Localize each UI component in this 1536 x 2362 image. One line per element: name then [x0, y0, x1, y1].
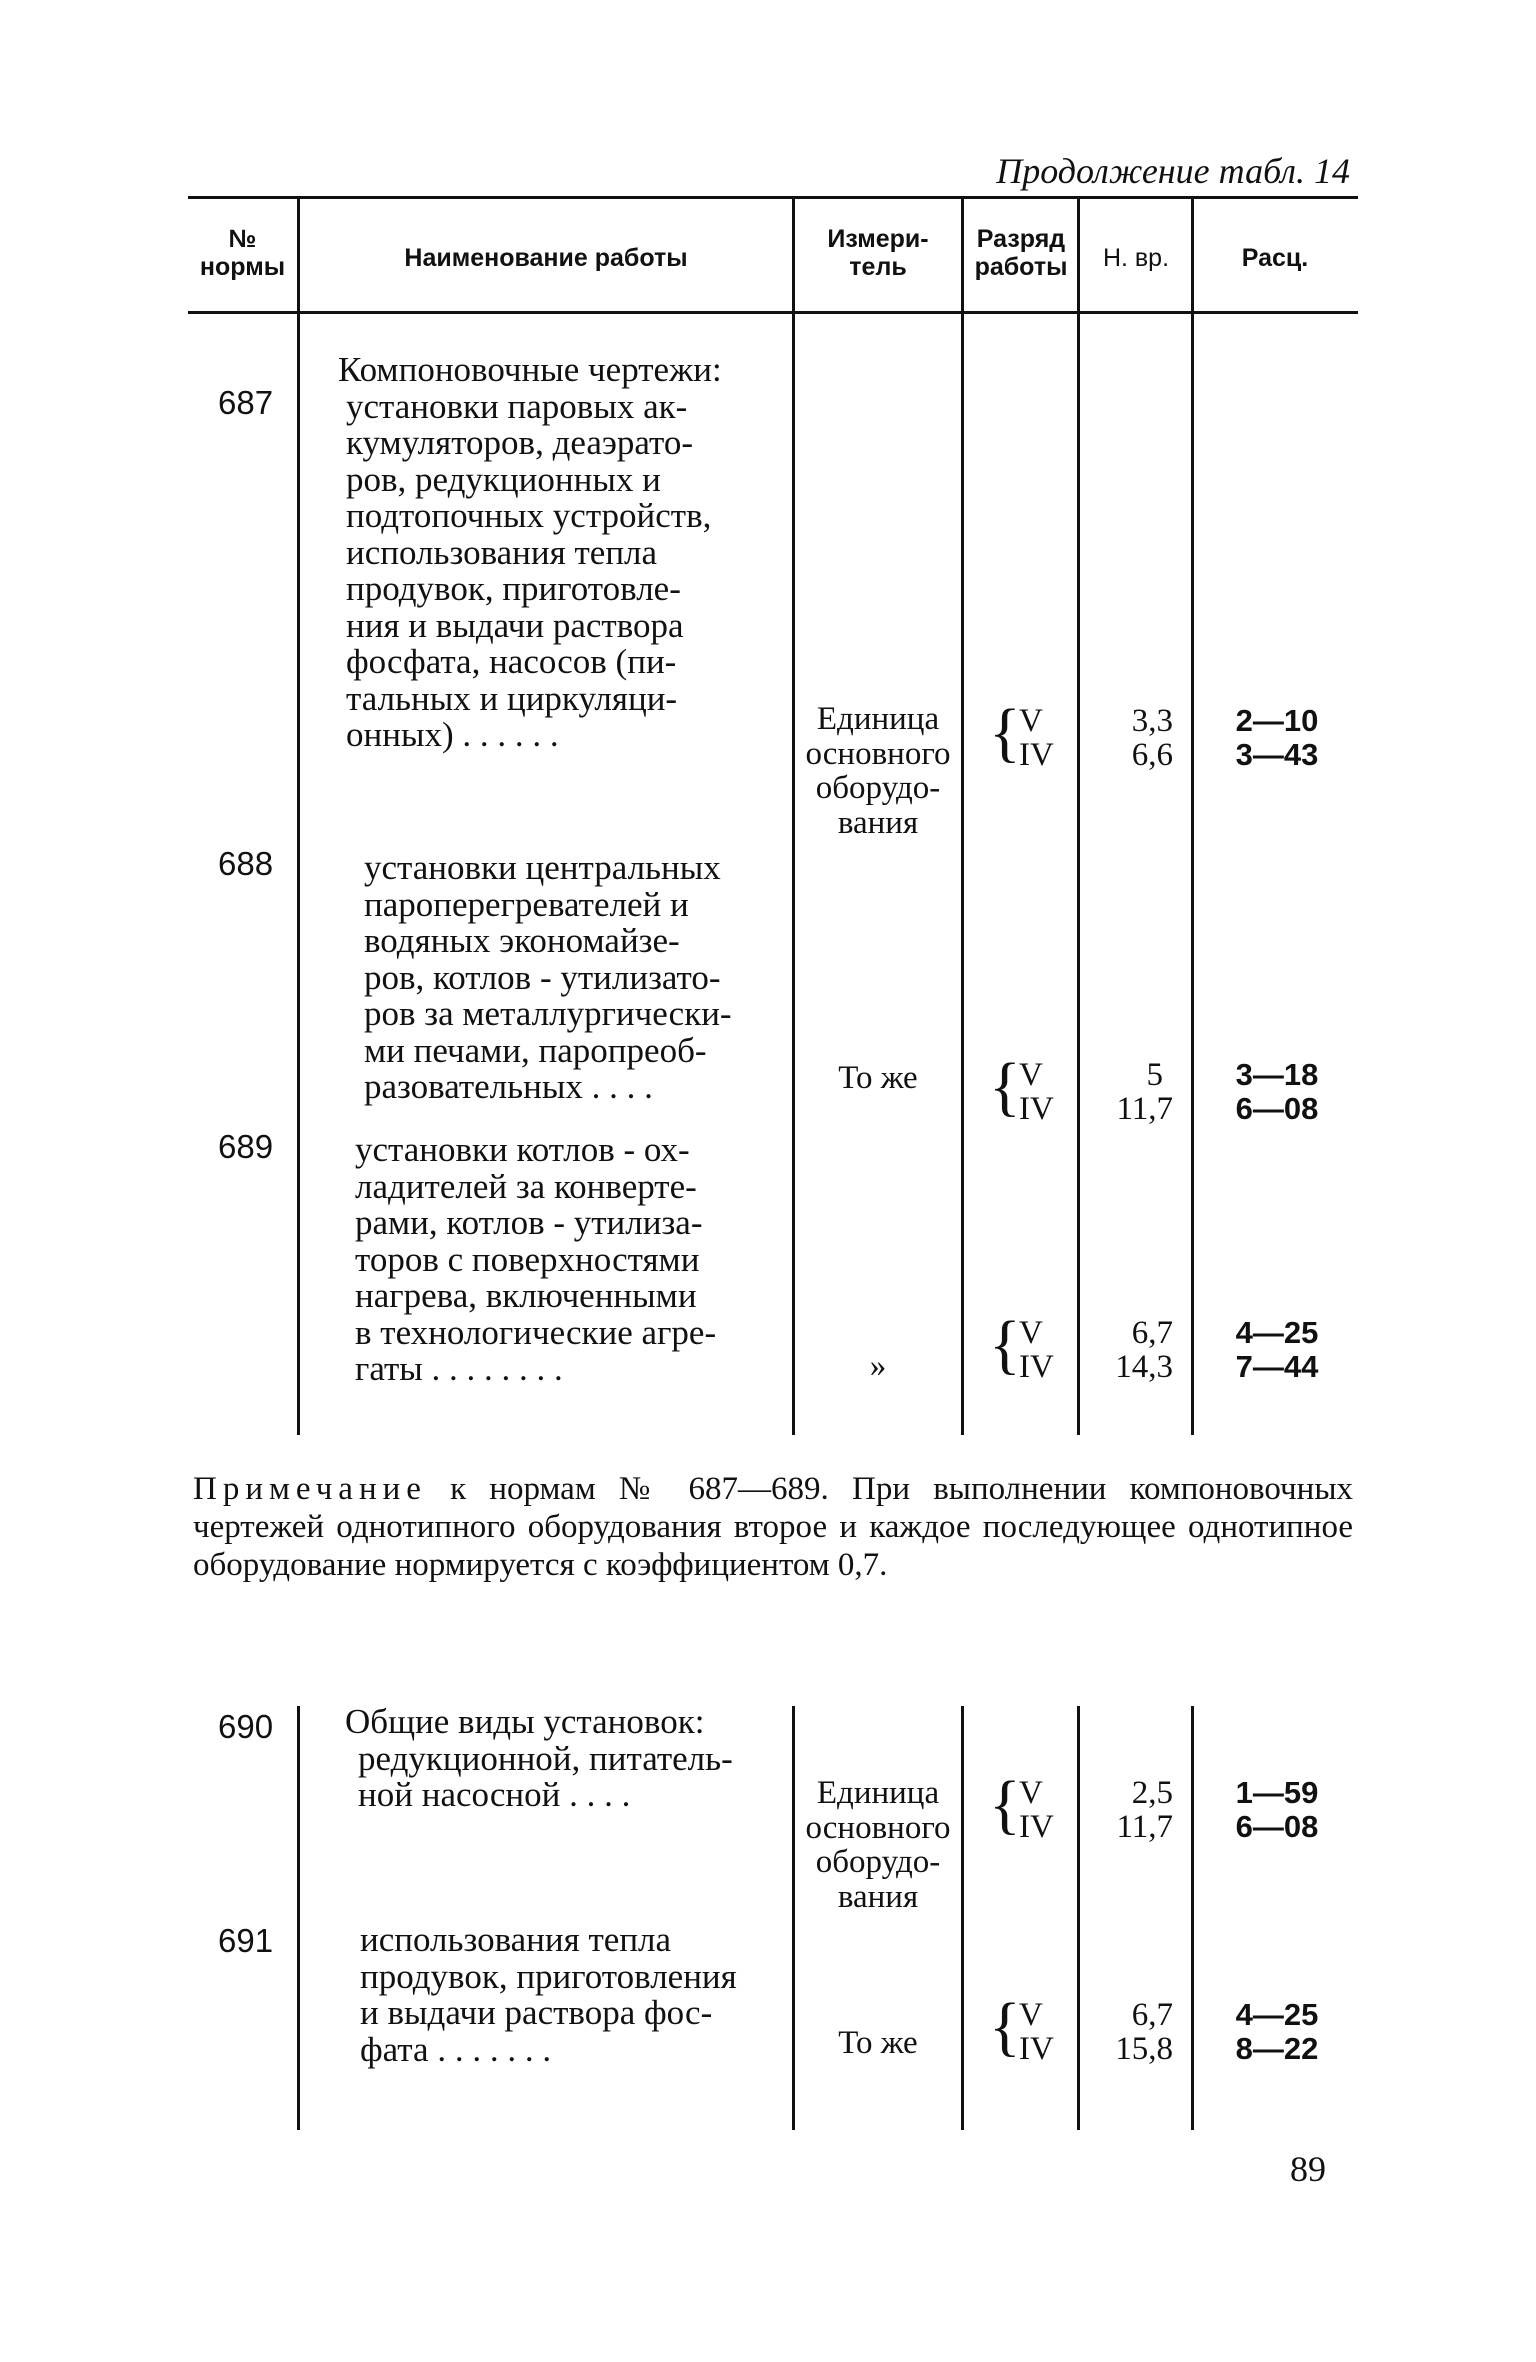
header-bottom-rule — [188, 311, 1358, 314]
header-unit: Измери- тель — [827, 225, 929, 281]
brace-icon: { — [989, 1768, 1021, 1841]
header-separator — [1077, 198, 1080, 311]
work-description: установки котлов - ох- ладителей за конверте- рами, котлов - утилиза- торов с поверхностями нагрева, включенными в технологические агре- гаты . . . . . . . . — [355, 1130, 717, 1388]
work-description: установки центральных пароперегревателей и водяных экономайзе- ров, котлов - утилизато- ров за металлургически- ми печами, паропреоб- разовательных . . . . — [364, 848, 732, 1106]
column-rule — [792, 313, 795, 1435]
column-rule — [961, 313, 964, 1435]
column-rule — [297, 313, 300, 1435]
work-rank: V IV — [1019, 1057, 1054, 1127]
norm-number: 690 — [218, 1708, 274, 1745]
time-norm: 3,3 6,6 — [1131, 703, 1173, 773]
norm-number: 691 — [218, 1922, 274, 1959]
header-separator — [297, 198, 300, 311]
rate: 3—18 6—08 — [1235, 1057, 1319, 1126]
norm-number: 687 — [218, 384, 274, 421]
header-pay: Расц. — [1241, 244, 1309, 272]
header-separator — [1191, 198, 1194, 311]
brace-icon: { — [989, 1308, 1021, 1381]
column-rule — [1077, 1706, 1080, 2130]
work-description: Общие виды установок: редукционной, питатель- ной насосной . . . . — [345, 1702, 733, 1814]
unit-of-measure: » — [869, 1348, 887, 1384]
unit-of-measure: Единица основного оборудо- вания — [805, 1775, 951, 1915]
brace-icon: { — [989, 1990, 1021, 2063]
header-rank: Разряд работы — [974, 225, 1068, 281]
work-rank: V IV — [1019, 1997, 1054, 2067]
rate: 2—10 3—43 — [1235, 703, 1319, 772]
norm-number: 689 — [218, 1128, 274, 1165]
column-rule — [297, 1706, 300, 2130]
time-norm: 2,5 11,7 — [1116, 1775, 1173, 1845]
rate: 4—25 8—22 — [1235, 1997, 1319, 2066]
norm-number: 688 — [218, 845, 274, 882]
header-top-rule — [188, 196, 1358, 199]
brace-icon: { — [989, 696, 1021, 769]
column-rule — [961, 1706, 964, 2130]
work-description: использования тепла продувок, приготовления и выдачи раствора фос- фата . . . . . . . — [360, 1920, 737, 2069]
unit-of-measure: Единица основного оборудо- вания — [805, 701, 951, 841]
unit-of-measure: То же — [838, 2025, 918, 2061]
rate: 4—25 7—44 — [1235, 1315, 1319, 1384]
column-rule — [1077, 313, 1080, 1435]
time-norm: 6,7 14,3 — [1115, 1315, 1173, 1385]
header-name: Наименование работы — [404, 244, 688, 272]
rate: 1—59 6—08 — [1235, 1775, 1319, 1844]
time-norm: 5 11,7 — [1116, 1057, 1173, 1127]
header-separator — [792, 198, 795, 311]
table-note: Примечание к нормам № 687—689. При выполнении компоновочных чертежей однотипного оборудования второе и каждое последующее однотипное оборудование нормируется с коэффициентом 0,7. — [193, 1471, 1353, 1583]
work-rank: V IV — [1019, 1315, 1054, 1385]
work-description: Компоновочные чертежи: установки паровых ак- кумуляторов, деаэрато- ров, редукционных и подтопочных устройств, использования тепла продувок, приготовле- ния и выдачи раствора фосфата, насосов (пи- тальных и циркуляци- онных) . . . . . . — [338, 350, 722, 754]
column-rule — [792, 1706, 795, 2130]
header-num: № нормы — [199, 225, 286, 281]
table-caption: Продолжение табл. 14 — [996, 151, 1350, 191]
column-rule — [1191, 313, 1194, 1435]
work-rank: V IV — [1019, 703, 1054, 773]
work-rank: V IV — [1019, 1775, 1054, 1845]
page-number: 89 — [1290, 2149, 1326, 2189]
unit-of-measure: То же — [838, 1060, 918, 1096]
time-norm: 6,7 15,8 — [1115, 1997, 1173, 2067]
header-time: Н. вр. — [1102, 244, 1170, 272]
header-separator — [961, 198, 964, 311]
brace-icon: { — [989, 1050, 1021, 1123]
column-rule — [1191, 1706, 1194, 2130]
